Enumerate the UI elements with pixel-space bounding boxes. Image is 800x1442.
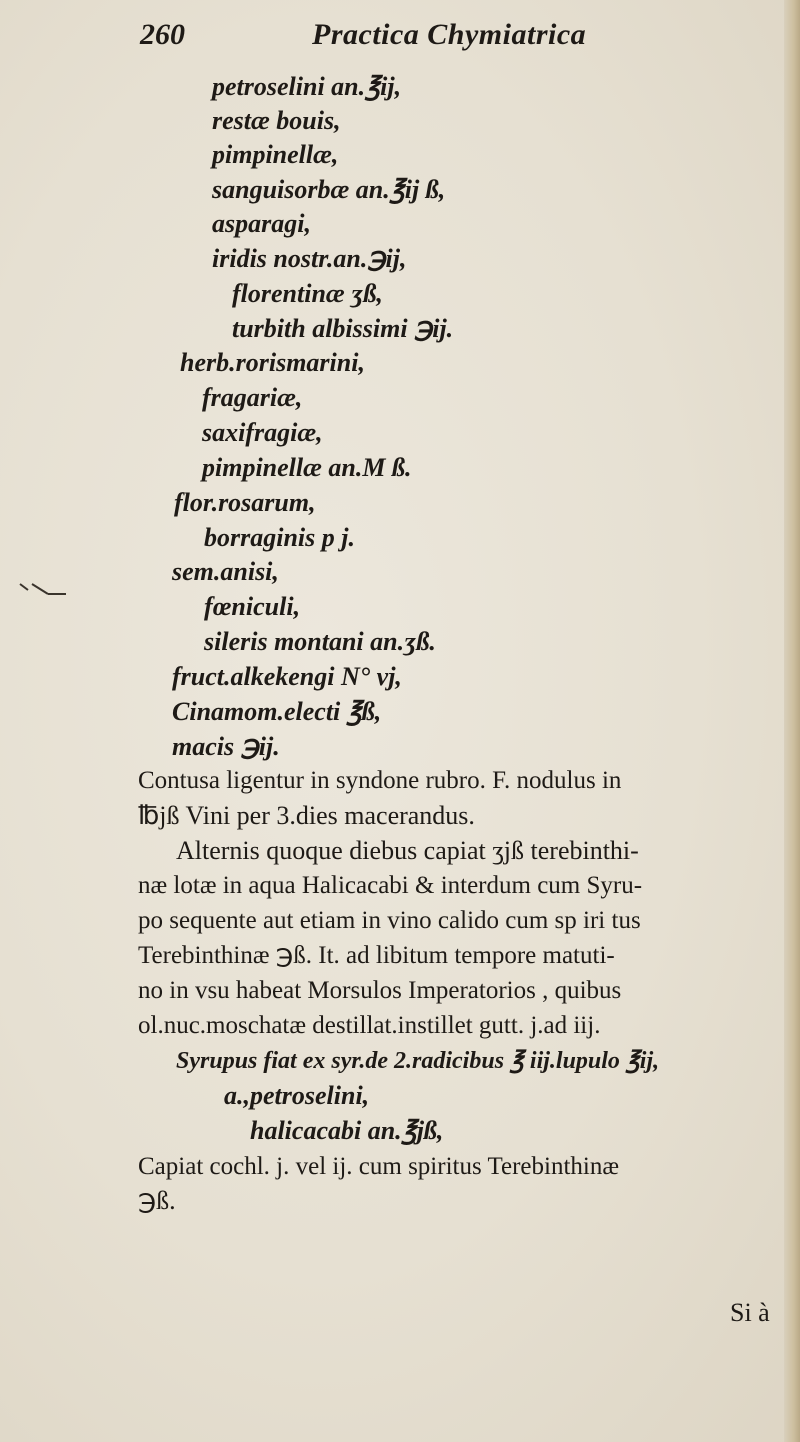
recipe-line: sem.anisi, — [172, 557, 279, 586]
recipe-line: a.,petroselini, — [224, 1081, 370, 1110]
recipe-line: pimpinellæ, — [212, 140, 339, 169]
text-line: ℔jß Vini per 3.dies macerandus. — [138, 801, 475, 830]
recipe-line: florentinæ ʒß, — [232, 279, 383, 308]
margin-mark — [18, 582, 80, 596]
recipe-line: fruct.alkekengi N° vj, — [172, 662, 402, 691]
text-line: Alternis quoque diebus capiat ʒjß terebinthi- — [176, 836, 639, 865]
recipe-line: macis ℈ij. — [172, 732, 280, 761]
running-title: Practica Chymiatrica — [312, 18, 587, 51]
recipe-line: sileris montani an.ʒß. — [204, 627, 436, 656]
running-head — [140, 18, 640, 58]
recipe-line: herb.rorismarini, — [180, 348, 365, 377]
recipe-line: fragariæ, — [202, 383, 303, 412]
recipe-line: Cinamom.electi ℥ß, — [172, 697, 382, 726]
recipe-line: Syrupus fiat ex syr.de 2.radicibus ℥ iij.lupulo ℥ij, — [176, 1048, 660, 1074]
recipe-line: restæ bouis, — [212, 106, 341, 135]
text-line: ℈ß. — [138, 1186, 176, 1215]
recipe-line: petroselini an.℥ij, — [212, 72, 402, 101]
text-line: Capiat cochl. j. vel ij. cum spiritus Terebinthinæ — [138, 1153, 620, 1180]
text-line: po sequente aut etiam in vino calido cum sp iri tus — [138, 907, 641, 934]
text-line: ol.nuc.moschatæ destillat.instillet gutt. j.ad iij. — [138, 1012, 601, 1039]
page-gutter — [784, 0, 800, 1442]
text-line: Terebinthinæ ℈ß. It. ad libitum tempore matuti- — [138, 942, 615, 969]
recipe-line: flor.rosarum, — [174, 488, 316, 517]
recipe-line: asparagi, — [212, 209, 311, 238]
recipe-line: sanguisorbæ an.℥ij ß, — [212, 175, 446, 204]
recipe-line: saxifragiæ, — [202, 418, 323, 447]
text-line: næ lotæ in aqua Halicacabi & interdum cum Syru- — [138, 872, 643, 899]
recipe-line: halicacabi an.℥jß, — [250, 1116, 444, 1145]
page-number: 260 — [140, 18, 185, 51]
recipe-line: iridis nostr.an.℈ij, — [212, 244, 407, 273]
recipe-line: turbith albissimi ℈ij. — [232, 314, 454, 343]
recipe-line: borraginis p j. — [204, 523, 355, 552]
text-line: no in vsu habeat Morsulos Imperatorios , quibus — [138, 977, 622, 1004]
text-line: Contusa ligentur in syndone rubro. F. nodulus in — [138, 767, 622, 794]
catchword: Si à — [730, 1298, 770, 1327]
recipe-line: fœniculi, — [204, 592, 301, 621]
recipe-line: pimpinellæ an.M ß. — [202, 453, 412, 482]
